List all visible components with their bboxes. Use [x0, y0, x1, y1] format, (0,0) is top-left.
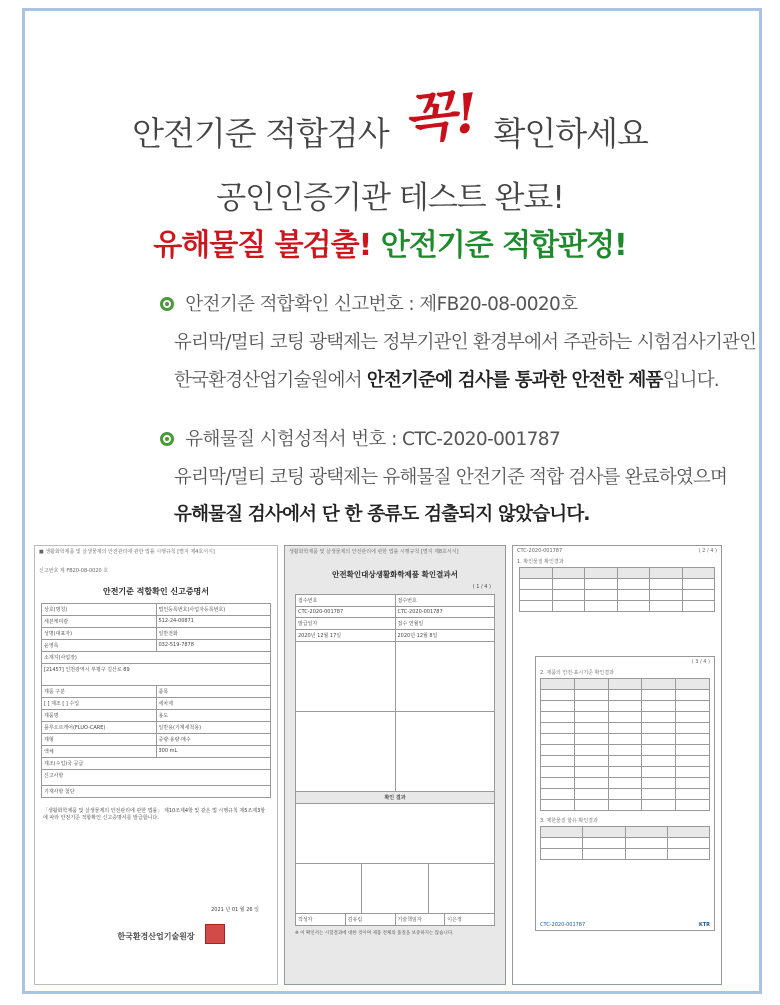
headline-line3	[0, 220, 780, 264]
doc2-value: 2020년 12월 17일	[298, 633, 342, 639]
doc1-value: [21457] 인천광역시 부평구 길산로 89	[44, 667, 130, 673]
doc1-label: 소재지(사업장)	[44, 655, 77, 661]
doc3-footer-code: CTC-2020-001787	[540, 922, 586, 928]
doc3-header-row	[513, 546, 721, 556]
doc2-signer: 이은정	[444, 914, 494, 925]
doc3-header: CTC-2020-001787	[517, 548, 563, 554]
doc1-right-value: 512-24-00871	[156, 616, 271, 627]
doc1-label: 제형	[44, 737, 54, 743]
section2-body1: 유리막/멀티 코팅 광택제는 유해물질 안전기준 적합 검사를 완료하였으며	[174, 467, 728, 488]
doc2-section: 확인 결과	[384, 795, 406, 801]
doc1-right-label: 중량·용량·매수	[156, 734, 271, 745]
doc3-table1	[519, 567, 715, 612]
doc1-right-label: 용도	[156, 710, 271, 721]
doc2-title: 안전확인대상생활화학제품 확인결과서	[332, 570, 458, 579]
doc1-value: 액체	[44, 749, 54, 755]
section2-number: CTC-2020-001787	[402, 429, 561, 450]
doc3-page1: ( 2 / 4 )	[698, 548, 717, 554]
doc3-inner-page	[535, 656, 715, 931]
doc1-value: 플루오르캐어(FLUO-CARE)	[44, 725, 106, 731]
doc1-value: [ ] 제조 [ ] 수입	[44, 701, 80, 707]
doc1-header: ■ 생활화학제품 및 살생물제의 안전관리에 관한 법률 시행규칙 [별지 제4호서식]	[39, 549, 215, 555]
section1-body2-post: 입니다.	[662, 370, 719, 391]
doc1-title: 안전기준 적합확인 신고증명서	[102, 587, 210, 596]
doc3-page2: ( 3 / 4 )	[691, 659, 710, 665]
headline-line2: 공인인증기관 테스트 완료!	[216, 180, 564, 216]
doc2-signer: 작성자	[298, 917, 313, 923]
section2-label: 유해물질 시험성적서 번호 :	[185, 429, 397, 450]
section1-body1: 유리막/멀티 코팅 광택제는 정부기관인 환경부에서 주관하는 시험검사기관인	[174, 332, 757, 353]
doc2-signer: 김유림	[345, 914, 395, 925]
doc1-right-label: 법인등록번호(사업자등록번호)	[156, 604, 271, 615]
result-document	[284, 545, 506, 985]
section1-number: 제FB20-08-0020호	[419, 294, 578, 315]
section1-body2	[174, 366, 719, 392]
doc1-right-label: 일반전화	[156, 628, 271, 639]
headline-line1	[0, 80, 780, 161]
doc1-label: 기재사항 첨단	[44, 789, 75, 795]
doc2-header: 생활화학제품 및 살생물제의 안전관리에 관한 법률 시행규칙 [별지 제8호서식]	[289, 549, 459, 555]
doc2-value: 2020년 12월 8일	[395, 630, 495, 641]
section1-label: 안전기준 적합확인 신고번호 :	[185, 294, 415, 315]
doc3-table3	[540, 826, 710, 860]
doc3-section2: 2. 제품의 안전·표시기준 확인결과	[540, 670, 614, 676]
doc2-label: 접수 연월일	[395, 618, 495, 629]
doc2-value: CTC-2020-001787	[298, 609, 344, 615]
doc2-label: 접수번호	[395, 595, 495, 606]
doc1-label: 제품명	[44, 713, 59, 719]
doc1-footer-note: 「생활화학제품 및 살생물제의 안전관리에 관한 법률」 제10조제4항 및 같은 법 시행규칙 제5조제3항에 따라 안전기준 적합확인 신고증명서를 발급합니다.	[43, 808, 266, 821]
doc3-footer	[536, 920, 714, 930]
doc1-label: 제조(수입)국 공급	[44, 761, 84, 767]
section2-heading	[160, 425, 740, 451]
doc2-label: 발급일자	[298, 621, 318, 627]
official-seal	[205, 924, 225, 944]
doc2-page: ( 1 / 4 )	[472, 584, 491, 590]
doc1-right-value: 032-519-7878	[156, 640, 271, 651]
doc1-table	[41, 603, 271, 798]
doc1-label: 성명(대표자)	[44, 631, 73, 637]
section1-body2-pre: 한국환경산업기술원에서	[174, 370, 362, 391]
doc1-label: 상호(명칭)	[44, 607, 68, 613]
doc1-label: 신고사항	[44, 773, 64, 779]
doc1-date: 2021 년 01 월 26 일	[211, 907, 259, 913]
doc1-number: 신고번호 제 FB20-08-0020 호	[39, 568, 109, 574]
headline-mark: 꼭!	[400, 80, 481, 152]
headline-line1-right: 확인하세요	[493, 114, 648, 153]
doc1-right-value: 일반용(기계세척용)	[156, 722, 271, 733]
doc1-right-value: 세차제	[156, 698, 271, 709]
section2-body2-wrap	[174, 500, 590, 526]
doc3-table2	[540, 678, 710, 811]
headline-red: 유해물질 불검출!	[153, 228, 372, 263]
doc1-right-label: 품목	[156, 686, 271, 697]
doc1-issuer: 한국환경산업기술원장	[117, 932, 195, 941]
doc2-value: CTC-2020-001787	[395, 607, 495, 617]
doc2-label: 접수번호	[298, 598, 318, 604]
bullet-icon	[160, 297, 174, 311]
doc1-value: 세븐케미칼	[44, 619, 69, 625]
doc2-signer: 기술책임자	[395, 914, 445, 925]
doc2-footer: ※ 이 확인서는 시험결과에 대한 것이며 제품 전체의 품질을 보증하지는 않습니다.	[295, 931, 454, 936]
doc1-label: 제품 구분	[44, 689, 65, 695]
bullet-icon	[160, 432, 174, 446]
section1-body2-bold: 안전기준에 검사를 통과한 안전한 제품	[366, 370, 663, 391]
headline-line1-left: 안전기준 적합검사	[132, 114, 389, 153]
section1-heading	[160, 290, 740, 316]
doc3-section1: 1. 확인물질 확인결과	[517, 559, 564, 565]
doc1-right-value: 300 mL	[156, 746, 271, 757]
doc3-section3: 3. 제한물질 함유 확인결과	[540, 818, 598, 824]
doc2-table	[295, 594, 495, 926]
test-report-document	[512, 545, 722, 985]
doc1-value: 윤영록	[44, 643, 59, 649]
ktr-logo: KTR	[698, 922, 710, 928]
headline-green: 안전기준 적합판정!	[380, 228, 627, 263]
section2-body2: 유해물질 검사에서 단 한 종류도 검출되지 않았습니다.	[174, 504, 590, 525]
certificate-document	[34, 545, 278, 985]
